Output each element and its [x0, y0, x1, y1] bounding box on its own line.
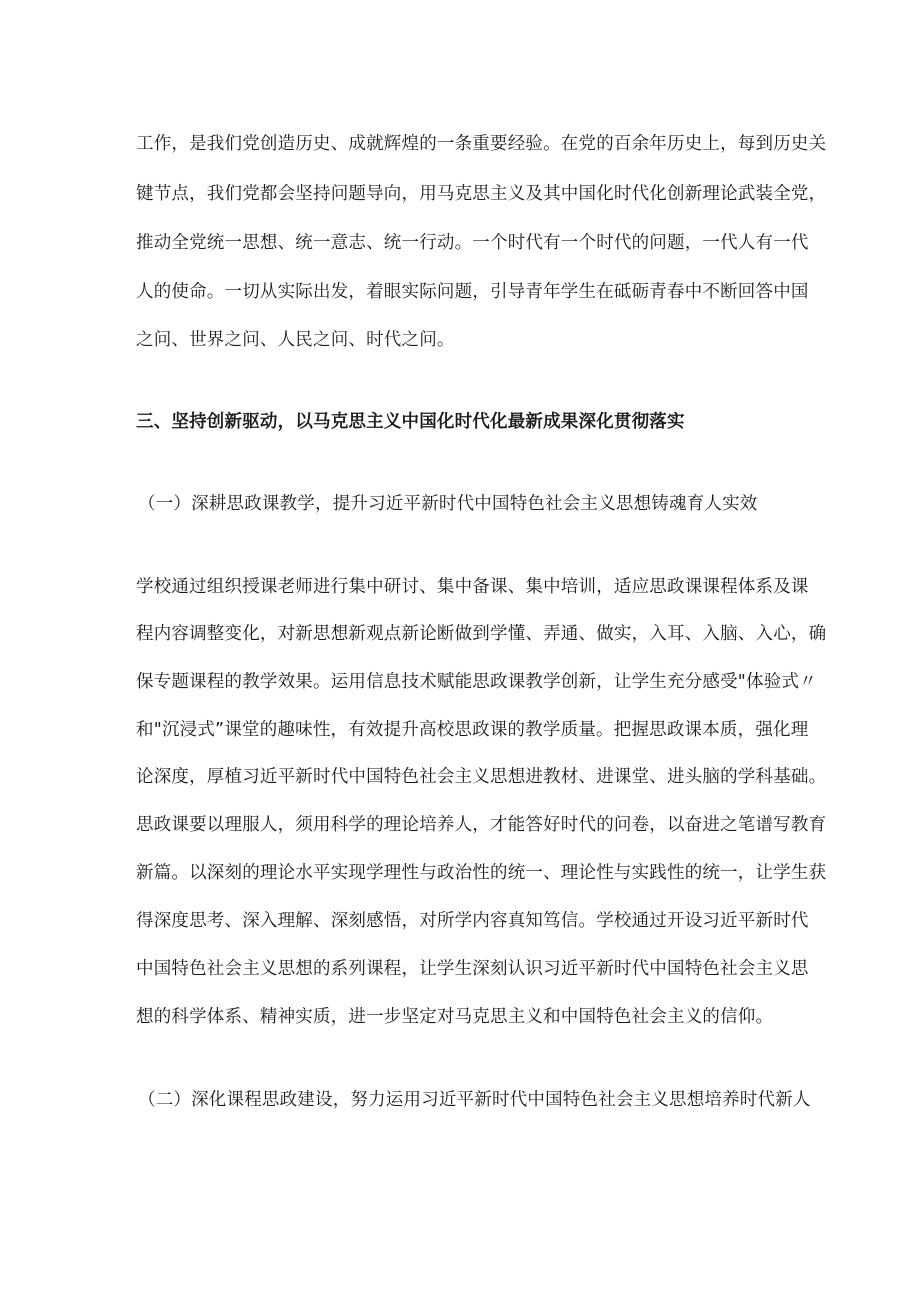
paragraph-2-line: 得深度思考、深入理解、深刻感悟，对所学内容真知笃信。学校通过开设习近平新时代	[136, 911, 809, 931]
paragraph-2-line: 思政课要以理服人，须用科学的理论培养人，才能答好时代的问卷，以奋进之笔谱写教育	[136, 815, 827, 835]
paragraph-2-line: 保专题课程的教学效果。运用信息技术赋能思政课教学创新，让学生充分感受"体验式〃	[136, 672, 817, 692]
paragraph-1-line: 人的使命。一切从实际出发，着眼实际问题，引导青年学生在砥砺青春中不断回答中国	[136, 282, 809, 302]
subheading-1: （一）深耕思政课教学，提升习近平新时代中国特色社会主义思想铸魂育人实效	[138, 494, 758, 514]
paragraph-1-line: 之问、世界之问、人民之问、时代之问。	[136, 330, 455, 350]
paragraph-2-line: 和"沉浸式”课堂的趣味性，有效提升高校思政课的教学质量。把握思政课本质，强化理	[136, 720, 809, 740]
paragraph-2-line: 中国特色社会主义思想的系列课程，让学生深刻认识习近平新时代中国特色社会主义思	[136, 959, 809, 979]
paragraph-2-line: 程内容调整变化，对新思想新观点新论断做到学懂、弄通、做实，入耳、入脑、入心，确	[136, 624, 827, 644]
paragraph-2-line: 新篇。以深刻的理论水平实现学理性与政治性的统一、理论性与实践性的统一，让学生获	[136, 863, 827, 883]
paragraph-2-line: 学校通过组织授课老师进行集中研讨、集中备课、集中培训，适应思政课课程体系及课	[136, 577, 809, 597]
subheading-2: （二）深化课程思政建设，努力运用习近平新时代中国特色社会主义思想培养时代新人	[138, 1090, 811, 1110]
paragraph-2-line: 想的科学体系、精神实质，进一步坚定对马克思主义和中国特色社会主义的信仰。	[136, 1007, 774, 1027]
paragraph-1-line: 键节点，我们党都会坚持问题导向，用马克思主义及其中国化时代化创新理论武装全党，	[136, 184, 827, 204]
paragraph-1-line: 推动全党统一思想、统一意志、统一行动。一个时代有一个时代的问题，一代人有一代	[136, 233, 809, 253]
section-heading: 三、坚持创新驱动，以马克思主义中国化时代化最新成果深化贯彻落实	[136, 412, 685, 432]
paragraph-2-line: 论深度，厚植习近平新时代中国特色社会主义思想进教材、进课堂、进头脑的学科基础。	[136, 767, 827, 787]
paragraph-1-line: 工作，是我们党创造历史、成就辉煌的一条重要经验。在党的百余年历史上，每到历史关	[136, 134, 827, 154]
